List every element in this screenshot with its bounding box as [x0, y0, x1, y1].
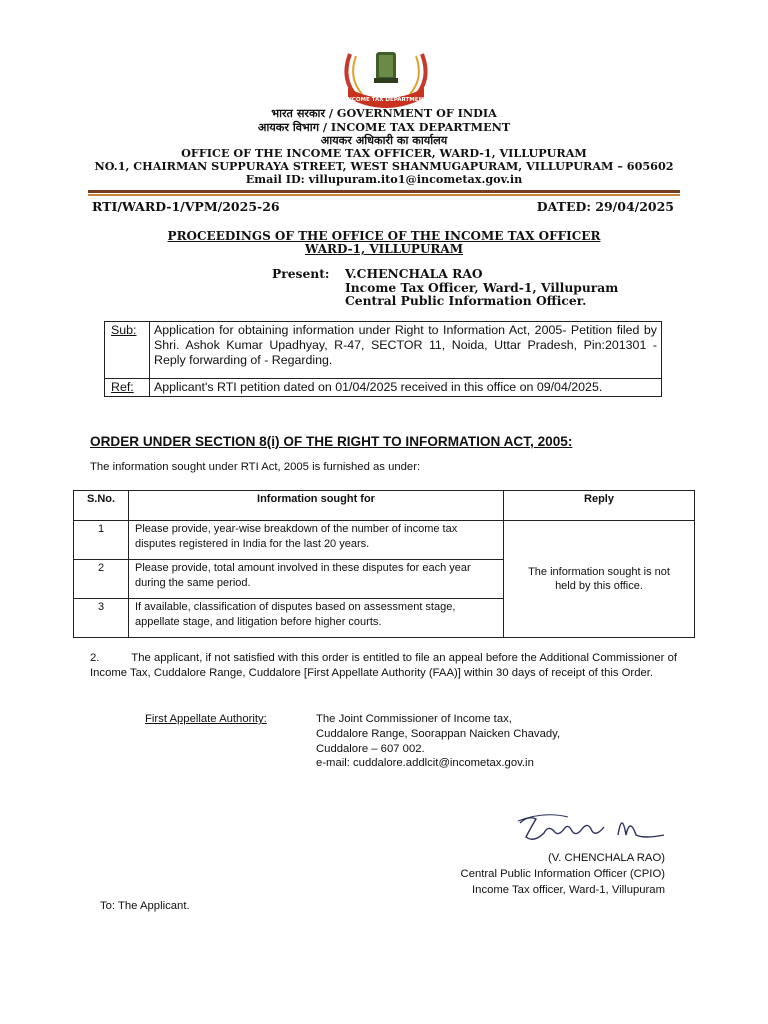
- row-info: Please provide, total amount involved in these disputes for each year during the same period.: [129, 560, 504, 599]
- reference-number: RTI/WARD-1/VPM/2025-26: [92, 199, 280, 214]
- present-label: Present:: [272, 266, 330, 281]
- header-reply: Reply: [504, 491, 695, 521]
- faa-line3: Cuddalore – 607 002.: [316, 743, 425, 755]
- faa-email: e-mail: cuddalore.addlcit@incometax.gov.in: [316, 757, 534, 769]
- proceedings-title: PROCEEDINGS OF THE OFFICE OF THE INCOME TAX OFFICER: [167, 229, 601, 243]
- header-rule-light: [88, 194, 680, 196]
- faa-label: First Appellate Authority:: [145, 713, 267, 725]
- present-name: V.CHENCHALA RAO: [345, 266, 483, 281]
- to-applicant: To: The Applicant.: [100, 900, 190, 912]
- order-heading: ORDER UNDER SECTION 8(i) OF THE RIGHT TO INFORMATION ACT, 2005:: [90, 434, 573, 449]
- ref-text: Applicant's RTI petition dated on 01/04/2025 received in this office on 09/04/2025.: [150, 379, 662, 397]
- proceedings-subtitle: WARD-1, VILLUPURAM: [305, 242, 463, 256]
- present-cpio: Central Public Information Officer.: [345, 293, 587, 308]
- information-table: [73, 490, 695, 638]
- header-office-hindi: आयकर अधिकारी का कार्यालय: [320, 133, 448, 147]
- row-sno: 2: [74, 560, 129, 599]
- subject-reference-box: [104, 321, 662, 397]
- subject-text: Application for obtaining information under Right to Information Act, 2005- Petition filed by Shri. Ashok Kumar Upadhyay, R-47, SECTOR 11, Noida, Uttar Pradesh, Pin:201301 - Reply forwarding of - Regarding.: [150, 322, 662, 379]
- header-information: Information sought for: [129, 491, 504, 521]
- svg-text:INCOME TAX DEPARTMENT: INCOME TAX DEPARTMENT: [345, 97, 427, 103]
- header-rule-dark: [88, 190, 680, 193]
- header-department: आयकर विभाग / INCOME TAX DEPARTMENT: [257, 120, 511, 134]
- reference-date: DATED: 29/04/2025: [536, 199, 674, 214]
- signatory-name: (V. CHENCHALA RAO): [548, 852, 665, 864]
- signatory-office: Income Tax officer, Ward-1, Villupuram: [472, 884, 665, 896]
- header-email: Email ID: villupuram.ito1@incometax.gov.in: [245, 172, 523, 186]
- header-government: भारत सरकार / GOVERNMENT OF INDIA: [271, 106, 497, 120]
- faa-line2: Cuddalore Range, Soorappan Naicken Chavady,: [316, 728, 561, 740]
- signature-icon: [514, 805, 674, 847]
- row-info: If available, classification of disputes based on assessment stage, appellate stage, and litigation before higher courts.: [129, 599, 504, 638]
- appeal-paragraph: 2. The applicant, if not satisfied with this order is entitled to file an appeal before the Additional Commissioner of Income Tax, Cuddalore Range, Cuddalore [First Appellate Authority (FAA)] within 30 days of receipt of this Order.: [90, 652, 677, 679]
- subject-row: [105, 322, 662, 379]
- present-designation: Income Tax Officer, Ward-1, Villupuram: [345, 280, 619, 295]
- header-office: OFFICE OF THE INCOME TAX OFFICER, WARD-1, VILLUPURAM: [181, 146, 587, 160]
- reference-row: [105, 379, 662, 397]
- faa-line1: The Joint Commissioner of Income tax,: [316, 713, 512, 725]
- reply-cell: The information sought is not held by this office.: [504, 521, 695, 638]
- header-sno: S.No.: [74, 491, 129, 521]
- subject-label: Sub:: [105, 322, 150, 379]
- table-row: [74, 521, 695, 560]
- header-address: NO.1, CHAIRMAN SUPPURAYA STREET, WEST SHANMUGAPURAM, VILLUPURAM – 605602: [94, 159, 674, 173]
- table-header-row: [74, 491, 695, 521]
- row-sno: 3: [74, 599, 129, 638]
- row-info: Please provide, year-wise breakdown of the number of income tax disputes registered in India for the last 20 years.: [129, 521, 504, 560]
- ref-label: Ref:: [105, 379, 150, 397]
- signatory-designation: Central Public Information Officer (CPIO): [460, 868, 665, 880]
- order-intro: The information sought under RTI Act, 2005 is furnished as under:: [90, 461, 421, 473]
- row-sno: 1: [74, 521, 129, 560]
- income-tax-emblem-icon: [336, 46, 436, 108]
